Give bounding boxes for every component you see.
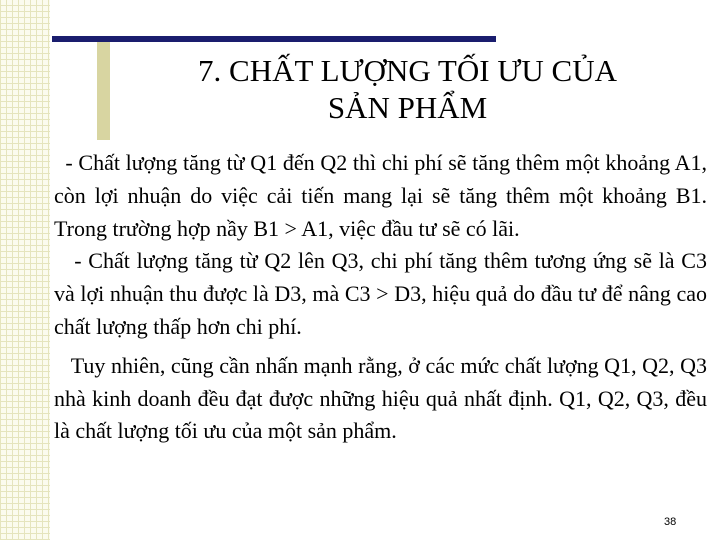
body-paragraph-3: Tuy nhiên, cũng cần nhấn mạnh rằng, ở các mức chất lượng Q1, Q2, Q3 nhà kinh doanh đều đạt được những hiệu quả nhất định. Q1, Q2, Q3, đều là chất lượng tối ưu của một sản phẩm. xyxy=(54,352,713,444)
body-paragraph-1: - Chất lượng tăng từ Q1 đến Q2 thì chi phí sẽ tăng thêm một khoảng A1, còn lợi nhuận do việc cải tiến mang lại sẽ tăng thêm một khoảng B1. Trong trường hợp nầy B1 > A1, việc đầu tư sẽ có lãi. xyxy=(54,150,713,241)
title-accent-block xyxy=(97,42,110,140)
slide-title xyxy=(115,52,700,126)
title-accent-bar xyxy=(52,36,496,42)
slide-body xyxy=(54,147,713,448)
decorative-pattern xyxy=(0,0,50,540)
slide-title-line-2: SẢN PHẨM xyxy=(327,90,488,125)
slide-title-line-1: 7. CHẤT LƯỢNG TỐI ƯU CỦA xyxy=(198,53,617,88)
page-number: 38 xyxy=(664,516,677,528)
body-paragraph-2: - Chất lượng tăng từ Q2 lên Q3, chi phí tăng thêm tương ứng sẽ là C3 và lợi nhuận thu được là D3, mà C3 > D3, hiệu quả do đầu tư để nâng cao chất lượng thấp hơn chi phí. xyxy=(54,248,713,339)
